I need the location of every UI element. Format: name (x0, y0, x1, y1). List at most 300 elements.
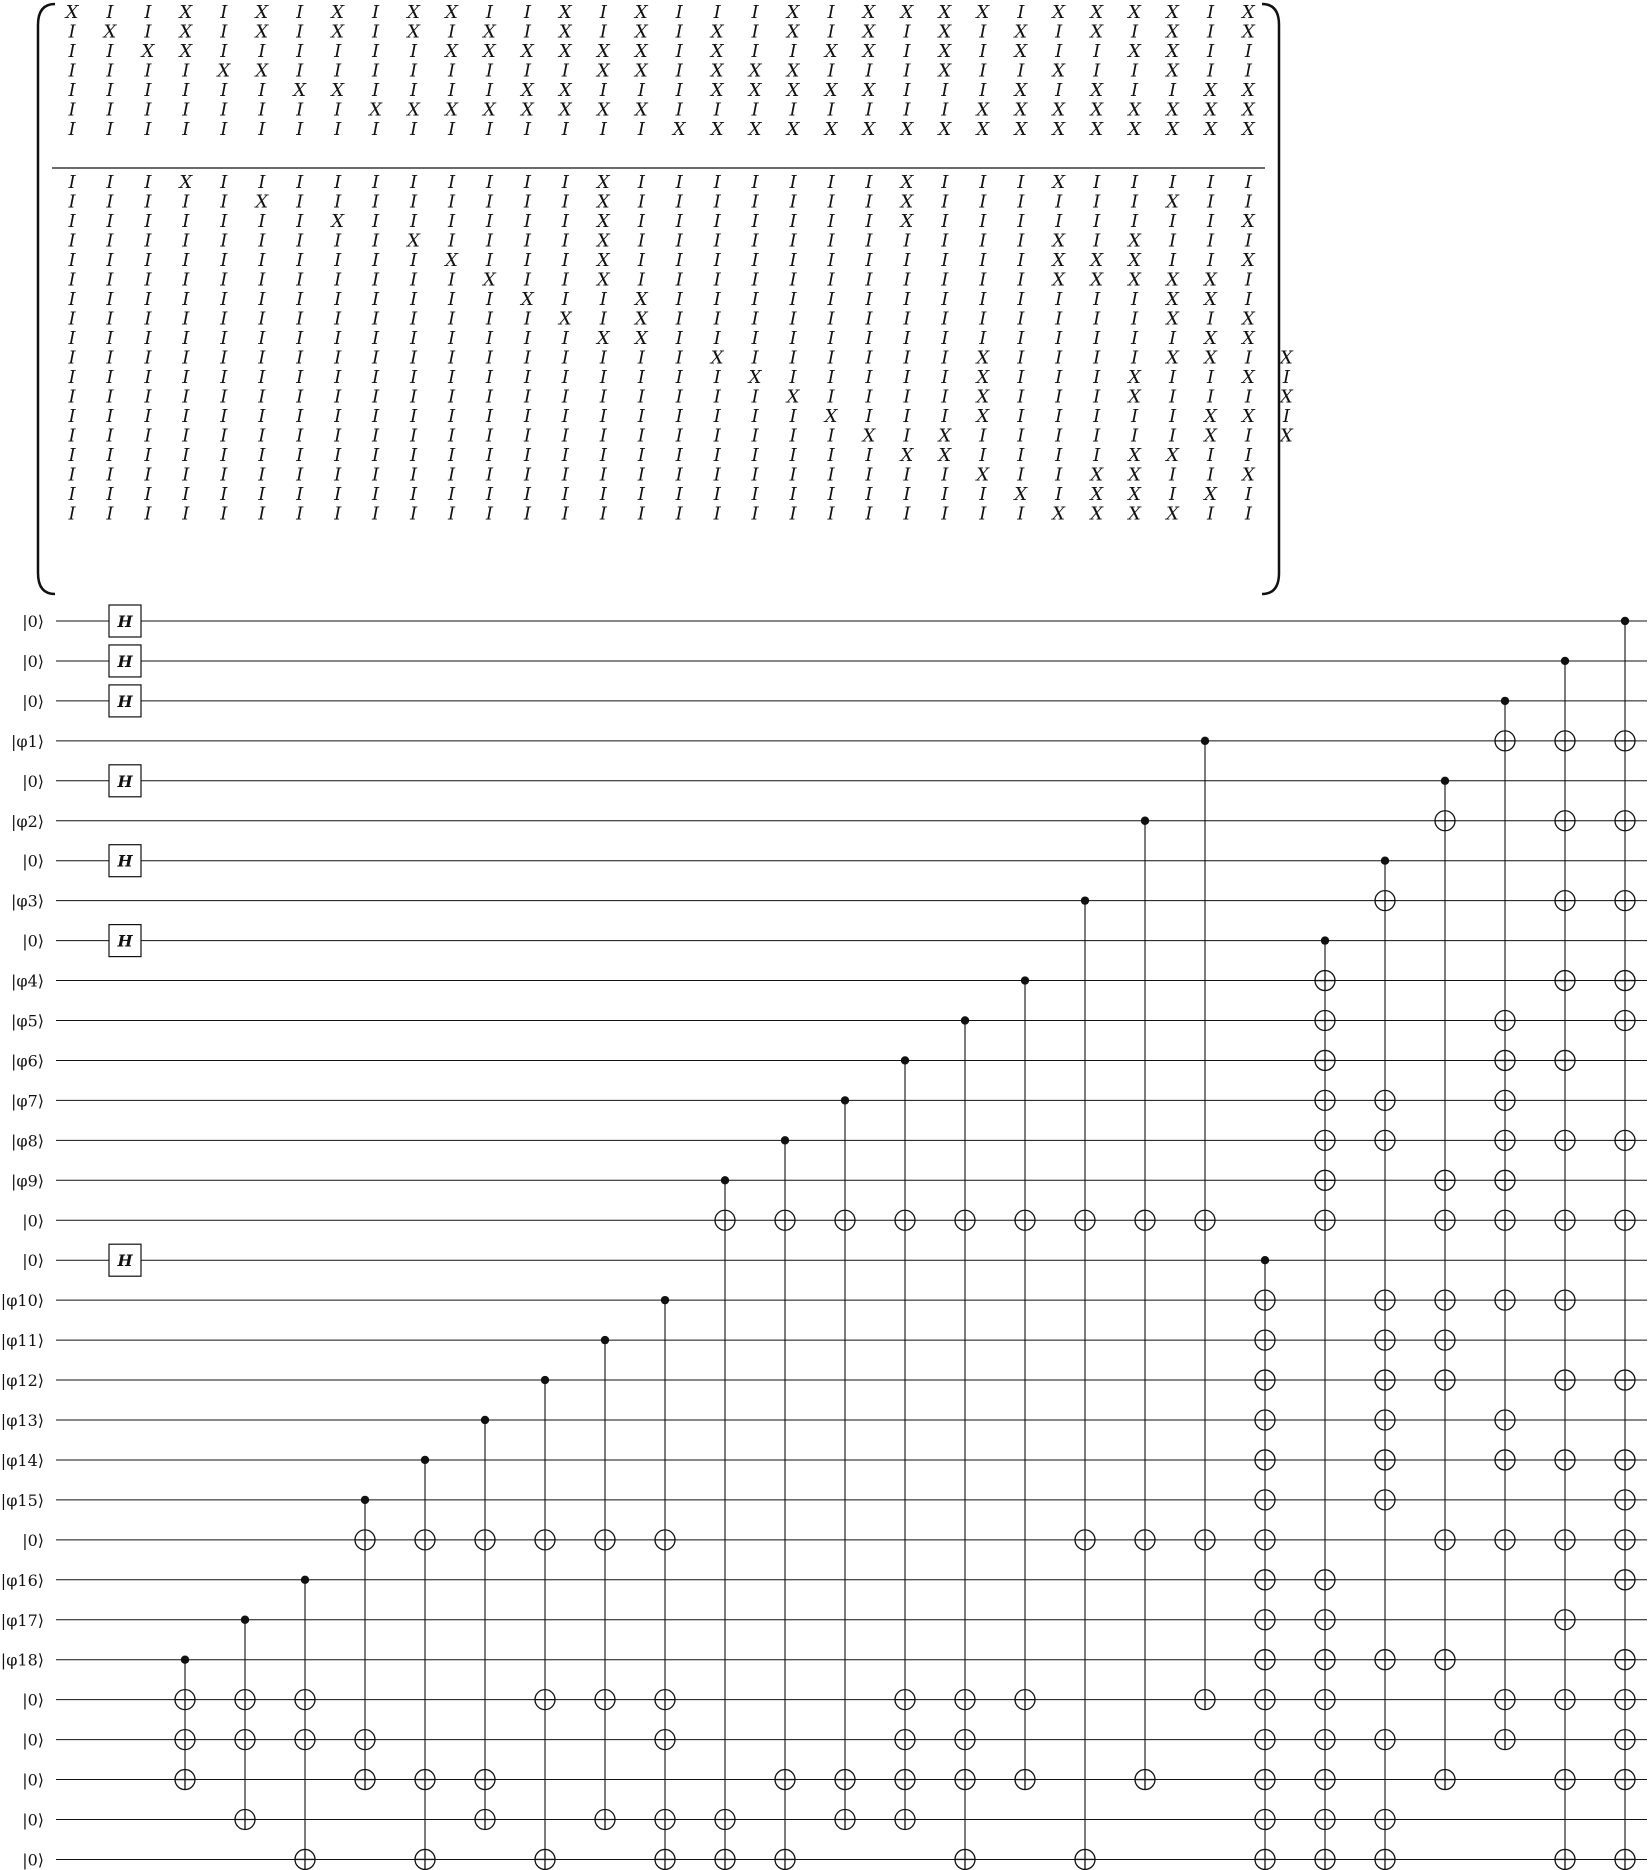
qubit-label: |φ3⟩ (10, 891, 44, 911)
matrix-cell: I (751, 464, 759, 486)
matrix-cell: I (144, 445, 152, 466)
qubit-labels (1, 612, 44, 1869)
matrix-cell: X (558, 80, 572, 101)
matrix-cell: I (144, 2, 152, 23)
cnot-gate (1555, 657, 1575, 1870)
matrix-cell: I (751, 211, 759, 232)
matrix-cell: I (1206, 2, 1215, 23)
matrix-cell: I (827, 445, 835, 466)
matrix-cell: X (1204, 425, 1217, 447)
matrix-cell: I (637, 484, 645, 505)
matrix-cell: X (976, 99, 990, 121)
matrix-cell: X (1014, 119, 1028, 140)
matrix-cell: X (520, 41, 534, 62)
matrix-cell: I (561, 119, 569, 140)
matrix-cell: I (144, 211, 152, 232)
matrix-cell: I (258, 289, 266, 310)
matrix-cell: I (144, 347, 152, 369)
matrix-cell: I (1093, 60, 1101, 82)
matrix-cell: X (862, 21, 876, 43)
matrix-cell: I (372, 386, 380, 408)
matrix-cell: I (334, 289, 342, 310)
matrix-cell: I (1131, 191, 1139, 213)
matrix-cell: I (1055, 464, 1063, 486)
matrix-cell: X (1166, 2, 1179, 23)
matrix-cell: I (561, 250, 569, 271)
matrix-cell: I (865, 503, 873, 525)
matrix-cell: I (751, 308, 759, 330)
matrix-cell: I (561, 367, 569, 388)
matrix-cell: I (713, 269, 721, 291)
matrix-cell: I (447, 347, 456, 369)
matrix-cell: X (1052, 119, 1066, 140)
matrix-cell: X (1204, 289, 1217, 310)
matrix-cell: I (334, 464, 342, 486)
matrix-cell: I (372, 60, 380, 82)
circuit-wires (56, 621, 1647, 1859)
matrix-cell: I (334, 269, 342, 291)
matrix-cell: X (710, 21, 724, 43)
matrix-cell: I (675, 230, 683, 252)
matrix-cell: I (409, 445, 418, 466)
matrix-cell: X (596, 328, 610, 349)
matrix-cell: I (258, 119, 266, 140)
matrix-cell: I (144, 386, 152, 408)
cnot-gate (1255, 1256, 1275, 1869)
matrix-cell: I (523, 119, 531, 140)
matrix-cell: I (144, 503, 152, 525)
matrix-cell: I (599, 308, 607, 330)
matrix-cell: I (182, 308, 190, 330)
matrix-cell: I (827, 425, 835, 447)
matrix-cell: I (1168, 172, 1177, 193)
matrix-cell: I (372, 230, 380, 252)
matrix-cell: I (334, 503, 342, 525)
matrix-cell: I (637, 172, 645, 193)
matrix-cell: I (106, 2, 114, 23)
qubit-label: |0⟩ (22, 1730, 44, 1750)
matrix-cell: I (220, 21, 228, 43)
matrix-cell: X (407, 230, 420, 252)
matrix-cell: I (1131, 347, 1139, 369)
qubit-label: |0⟩ (22, 771, 44, 791)
matrix-cell: I (751, 445, 759, 466)
matrix-cell: I (523, 250, 531, 271)
matrix-cell: X (1242, 21, 1255, 43)
matrix-cell: X (1166, 503, 1179, 525)
matrix-cell: X (938, 425, 952, 447)
matrix-cell: I (106, 445, 114, 466)
matrix-cell: I (182, 328, 190, 349)
matrix-cell: I (258, 172, 266, 193)
matrix-cell: I (979, 308, 987, 330)
matrix-cell: I (68, 80, 76, 101)
qubit-label: |0⟩ (22, 1850, 44, 1870)
matrix-cell: I (68, 445, 76, 466)
matrix-cell: I (182, 80, 190, 101)
matrix-cell: I (447, 289, 456, 310)
matrix-cell: I (1168, 250, 1177, 271)
matrix-cell: I (447, 211, 456, 232)
matrix-cell: I (675, 503, 683, 525)
matrix-cell: I (751, 21, 759, 43)
matrix-cell: X (483, 99, 496, 121)
matrix-cell: I (68, 367, 76, 388)
matrix-cell: I (637, 211, 645, 232)
matrix-cell: I (637, 406, 645, 427)
matrix-cell: X (331, 2, 345, 23)
matrix-cell: X (900, 2, 914, 23)
matrix-cell: I (144, 484, 152, 505)
matrix-cell: X (1128, 367, 1142, 388)
matrix-cell: I (372, 503, 380, 525)
matrix-cell: I (675, 172, 683, 193)
matrix-cell: X (748, 80, 762, 101)
control-dot (1441, 777, 1449, 785)
matrix-cell: I (751, 2, 759, 23)
matrix-right-parenthesis (1262, 4, 1279, 594)
matrix-cell: I (296, 328, 304, 349)
matrix-cell: I (1093, 425, 1101, 447)
matrix-cell: I (220, 211, 228, 232)
matrix-cell: X (786, 80, 800, 101)
matrix-cell: X (255, 21, 269, 43)
matrix-cell: I (296, 2, 304, 23)
matrix-cell: X (596, 211, 610, 232)
matrix-cell: I (1131, 425, 1139, 447)
matrix-cell: X (1090, 484, 1104, 505)
matrix-cell: I (334, 99, 342, 121)
matrix-cell: I (220, 308, 228, 330)
matrix-cell: X (179, 172, 193, 193)
matrix-cell: I (1055, 484, 1063, 505)
matrix-cell: I (675, 386, 683, 408)
matrix-cell: I (903, 269, 911, 291)
matrix-cell: I (941, 289, 949, 310)
matrix-cell: I (675, 250, 683, 271)
matrix-cell: I (827, 386, 835, 408)
cnot-gate (1135, 817, 1155, 1790)
matrix-cell: X (1166, 119, 1179, 140)
matrix-cell: X (1279, 347, 1293, 369)
matrix-cell: I (637, 425, 645, 447)
matrix-cell: I (827, 347, 835, 369)
matrix-cell: I (751, 503, 759, 525)
matrix-cell: I (372, 2, 380, 23)
matrix-cell: X (1014, 21, 1028, 43)
matrix-cell: I (372, 347, 380, 369)
matrix-cell: I (144, 250, 152, 271)
matrix-cell: I (675, 347, 683, 369)
matrix-cell: I (979, 21, 987, 43)
matrix-cell: I (182, 445, 190, 466)
matrix-cell: X (596, 99, 610, 121)
matrix-cell: I (296, 211, 304, 232)
matrix-cell: I (827, 484, 835, 505)
matrix-cell: I (865, 230, 873, 252)
matrix-cell: I (675, 41, 683, 62)
matrix-cell: X (483, 41, 496, 62)
matrix-cell: I (372, 289, 380, 310)
matrix-cell: I (561, 269, 569, 291)
matrix-cell: I (334, 60, 342, 82)
qubit-label: |0⟩ (22, 931, 44, 951)
qubit-label: |φ9⟩ (10, 1171, 44, 1191)
matrix-cell: X (1166, 21, 1179, 43)
matrix-cell: I (1206, 367, 1215, 388)
matrix-cell: I (523, 211, 531, 232)
matrix-cell: X (1090, 119, 1104, 140)
matrix-cell: I (941, 406, 949, 427)
matrix-cell: I (789, 269, 797, 291)
matrix-cell: I (979, 60, 987, 82)
matrix-cell: I (106, 347, 114, 369)
matrix-cell: I (637, 230, 645, 252)
matrix-cell: I (409, 406, 418, 427)
matrix-cell: I (1055, 386, 1063, 408)
matrix-cell: X (900, 119, 914, 140)
matrix-cell: I (1017, 406, 1025, 427)
matrix-cell: I (865, 60, 873, 82)
matrix-cell: I (789, 503, 797, 525)
cnot-gate (235, 1616, 255, 1830)
matrix-cell: I (220, 99, 228, 121)
matrix-cell: I (182, 191, 190, 213)
matrix-cell: I (182, 211, 190, 232)
matrix-cell: X (976, 367, 990, 388)
matrix-cell: I (485, 328, 494, 349)
matrix-cell: I (1055, 289, 1063, 310)
matrix-cell: X (1128, 445, 1142, 466)
matrix-cell: I (561, 347, 569, 369)
matrix-cell: I (296, 289, 304, 310)
matrix-cell: I (713, 328, 721, 349)
matrix-cell: I (599, 347, 607, 369)
matrix-cell: I (1244, 484, 1253, 505)
matrix-cell: X (862, 41, 876, 62)
matrix-cell: I (68, 503, 76, 525)
matrix-cell: I (827, 21, 835, 43)
matrix-cell: I (751, 99, 759, 121)
matrix-cell: I (903, 21, 911, 43)
matrix-cell: X (1166, 99, 1179, 121)
matrix-cell: I (827, 60, 835, 82)
matrix-cell: I (68, 211, 76, 232)
control-dot (1321, 936, 1329, 944)
matrix-cell: I (106, 503, 114, 525)
matrix-cell: I (409, 386, 418, 408)
control-dot (301, 1576, 309, 1584)
matrix-cell: I (258, 484, 266, 505)
matrix-cell: X (331, 21, 345, 43)
matrix-cell: X (558, 21, 572, 43)
matrix-cell: I (68, 308, 76, 330)
matrix-cell: I (713, 425, 721, 447)
cnot-gates (175, 617, 1635, 1870)
matrix-cell: I (1017, 269, 1025, 291)
matrix-cell: I (637, 503, 645, 525)
matrix-cell: I (409, 308, 418, 330)
matrix-cell: X (520, 80, 534, 101)
matrix-cell: I (599, 445, 607, 466)
matrix-cell: X (520, 289, 534, 310)
matrix-cell: I (409, 464, 418, 486)
matrix-cell: X (1204, 269, 1217, 291)
matrix-cell: I (1206, 172, 1215, 193)
matrix-cell: I (296, 60, 304, 82)
matrix-cell: I (409, 503, 418, 525)
matrix-cell: I (941, 80, 949, 101)
matrix-cell: I (1055, 41, 1063, 62)
matrix-cell: I (68, 386, 76, 408)
control-dot (1021, 976, 1029, 984)
matrix-cell: X (1166, 308, 1179, 330)
hadamard-gate (109, 645, 141, 677)
matrix-cell: I (68, 289, 76, 310)
matrix-cell: I (789, 191, 797, 213)
qubit-label: |φ8⟩ (10, 1131, 44, 1151)
matrix-cell: I (182, 269, 190, 291)
matrix-cell: I (447, 191, 456, 213)
matrix-cell: I (334, 172, 342, 193)
matrix-cell: X (1204, 80, 1217, 101)
matrix-cell: I (1017, 347, 1025, 369)
matrix-cell: I (447, 406, 456, 427)
matrix-cell: X (407, 2, 420, 23)
matrix-cell: I (485, 503, 494, 525)
matrix-cell: I (1244, 386, 1253, 408)
matrix-cell: I (751, 41, 759, 62)
matrix-cell: I (941, 269, 949, 291)
matrix-cell: I (1017, 250, 1025, 271)
matrix-cell: I (637, 386, 645, 408)
matrix-cell: I (258, 269, 266, 291)
matrix-cell: X (1014, 484, 1028, 505)
matrix-cell: I (903, 484, 911, 505)
matrix-cell: X (634, 21, 648, 43)
matrix-cell: I (827, 250, 835, 271)
cnot-gate (1615, 617, 1635, 1870)
matrix-cell: I (827, 367, 835, 388)
matrix-cell: X (1052, 230, 1066, 252)
matrix-cell: I (561, 328, 569, 349)
matrix-cell: I (1055, 21, 1063, 43)
matrix-cell: X (483, 21, 496, 43)
matrix-cell: I (713, 464, 721, 486)
matrix-cell: X (1279, 386, 1293, 408)
cnot-gate (595, 1336, 615, 1830)
matrix-cell: I (258, 445, 266, 466)
cnot-gate (175, 1656, 195, 1790)
matrix-cell: I (68, 230, 76, 252)
matrix-cell: I (1244, 230, 1253, 252)
matrix-cell: X (596, 230, 610, 252)
matrix-cell: I (296, 172, 304, 193)
matrix-cell: I (561, 289, 569, 310)
matrix-cell: I (296, 347, 304, 369)
matrix-cell: I (1131, 211, 1139, 232)
matrix-cell: I (979, 191, 987, 213)
matrix-cell: I (447, 269, 456, 291)
matrix-cell: I (220, 119, 228, 140)
matrix-cell: X (824, 119, 838, 140)
matrix-cell: X (558, 99, 572, 121)
matrix-cell: I (258, 386, 266, 408)
matrix-cell: I (637, 269, 645, 291)
matrix-cell: I (979, 41, 987, 62)
matrix-cell: X (1242, 211, 1255, 232)
matrix-cell: I (409, 425, 418, 447)
matrix-cell: I (68, 99, 76, 121)
matrix-cell: I (1017, 289, 1025, 310)
matrix-cell: I (713, 503, 721, 525)
matrix-cell: X (179, 21, 193, 43)
matrix-cell: X (786, 386, 800, 408)
qubit-label: |φ17⟩ (0, 1610, 44, 1630)
matrix-cell: I (447, 60, 456, 82)
matrix-cell: I (789, 289, 797, 310)
matrix-cell: I (1017, 308, 1025, 330)
qubit-label: |φ15⟩ (0, 1490, 44, 1510)
matrix-cell: X (179, 41, 193, 62)
matrix-cell: I (68, 250, 76, 271)
matrix-cell: I (865, 191, 873, 213)
matrix-cell: I (523, 191, 531, 213)
matrix-cell: I (258, 367, 266, 388)
matrix-cell: I (865, 406, 873, 427)
matrix-cell: I (561, 386, 569, 408)
matrix-cell: I (675, 425, 683, 447)
matrix-cell: I (68, 41, 76, 62)
hadamard-label: H (117, 931, 133, 951)
matrix-cell: I (751, 484, 759, 505)
matrix-cell: I (372, 328, 380, 349)
matrix-cell: X (862, 425, 876, 447)
matrix-cell: I (1017, 191, 1025, 213)
matrix-cell: X (900, 211, 914, 232)
qubit-label: |φ4⟩ (10, 971, 44, 991)
matrix-cell: I (1093, 386, 1101, 408)
matrix-cell: I (144, 269, 152, 291)
matrix-cell: I (751, 191, 759, 213)
matrix-cell: I (447, 308, 456, 330)
matrix-cell: X (1128, 269, 1142, 291)
matrix-cell: I (523, 328, 531, 349)
hadamard-gate (109, 765, 141, 797)
matrix-cell: I (106, 80, 114, 101)
matrix-cell: I (296, 484, 304, 505)
qubit-label: |φ2⟩ (10, 811, 44, 831)
matrix-cell: I (220, 386, 228, 408)
matrix-cell: I (68, 406, 76, 427)
control-dot (1381, 857, 1389, 865)
matrix-cell: I (1168, 484, 1177, 505)
matrix-cell: X (1128, 2, 1142, 23)
matrix-cell: I (68, 347, 76, 369)
matrix-cell: I (485, 406, 494, 427)
matrix-cell: I (372, 425, 380, 447)
matrix-cell: I (220, 289, 228, 310)
matrix-cell: I (144, 60, 152, 82)
matrix-cell: I (1055, 191, 1063, 213)
matrix-cell: I (1131, 80, 1139, 101)
qubit-label: |0⟩ (22, 1530, 44, 1550)
matrix-cell: X (1052, 503, 1066, 525)
matrix-cell: X (862, 2, 876, 23)
matrix-cell: I (220, 406, 228, 427)
matrix-cell: I (865, 464, 873, 486)
matrix-cell: I (68, 269, 76, 291)
